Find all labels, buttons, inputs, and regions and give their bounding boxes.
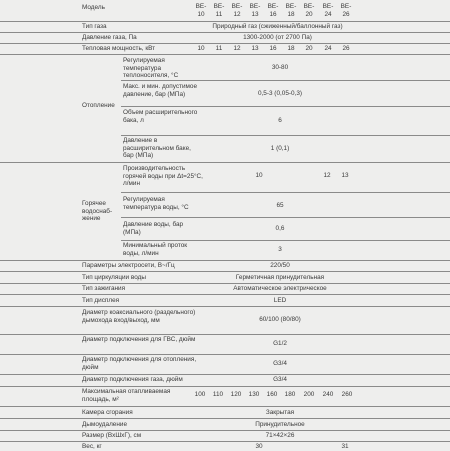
weight-value: 30 [255,443,263,450]
power-params-label: Параметры электросети, В~/Гц [82,262,175,269]
row-divider [121,106,450,107]
row-divider [0,283,450,284]
row-divider [0,43,450,44]
hot-water-perf-value: 10 [255,172,263,179]
row-divider [121,80,450,81]
weight-label: Вес, кг [82,443,102,450]
heat-power-value: 26 [342,45,350,52]
gas-type-label: Тип газа [82,23,107,30]
hot-water-perf-value: 12 [323,172,331,179]
row-divider [121,135,450,136]
model-header: BE- 26 [340,3,352,18]
model-header: BE- 16 [267,3,279,18]
chamber-label: Камера сгорания [82,409,133,416]
row-divider [0,418,450,419]
max-area-value: 180 [284,391,296,398]
heating-tank-label: Объем расширительного бака, л [123,109,198,124]
row-divider [121,240,450,241]
max-area-value: 260 [341,391,353,398]
model-header: BE- 24 [322,3,334,18]
row-divider [0,32,450,33]
circulation-value: Герметичная принудительная [235,274,325,281]
heat-power-value: 18 [287,45,295,52]
heat-power-value: 13 [251,45,259,52]
display-label: Тип дисплея [82,297,120,304]
heating-connection-value: G3/4 [273,360,287,367]
row-divider [0,406,450,407]
max-area-label: Максимальная отапливаемая площадь, м² [82,388,171,403]
row-divider [0,162,450,163]
chamber-value: Закрытая [265,409,295,416]
weight-value: 31 [341,443,349,450]
smoke-removal-label: Дымоудаление [82,421,127,428]
row-divider [0,260,450,261]
gas-type-value: Природный газ (сжиженный/баллонный газ) [212,23,343,30]
hot-water-flow-label: Минимальный проток воды, л/мин [123,242,188,257]
heating-group-label: Отопление [82,102,115,109]
row-divider [0,334,450,335]
heating-pressure-value: 0,5-3 (0,05-0,3) [257,90,303,97]
heating-pressure-label: Макс. и мин. допустимое давление, бар (МПа) [123,83,198,98]
model-header: BE- 10 [195,3,207,18]
smoke-removal-value: Принудительное [255,421,305,428]
max-area-value: 110 [212,391,224,398]
row-divider [0,54,450,55]
row-divider [0,430,450,431]
heating-tank-pressure-label: Давление в расширительном баке, бар (МПа) [123,137,191,160]
heat-power-value: 10 [197,45,205,52]
gas-pressure-label: Давление газа, Па [82,34,137,41]
max-area-value: 120 [230,391,242,398]
hot-water-pressure-label: Давление воды, бар (МПа) [123,221,184,236]
row-divider [0,441,450,442]
power-params-value: 220/50 [270,262,290,269]
flue-diameter-label: Диаметр коаксиального (раздельного) дымохода вход/выход, мм [82,309,196,324]
hot-water-temp-label: Регулируемая температура воды, °С [123,196,189,211]
display-value: LED [273,297,287,304]
gas-connection-label: Диаметр подключения газа, дюйм [82,376,183,383]
dhw-connection-value: G1/2 [273,340,287,347]
flue-diameter-value: 60/100 (80/80) [259,316,301,323]
hot-water-perf-value: 13 [341,172,349,179]
hot-water-temp-value: 65 [276,202,284,209]
heat-power-label: Тепловая мощность, кВт [82,45,156,52]
dhw-connection-label: Диаметр подключения для ГВС, дюйм [82,336,196,343]
row-divider [0,294,450,295]
max-area-value: 130 [248,391,260,398]
max-area-value: 240 [322,391,334,398]
heat-power-value: 11 [215,45,223,52]
hot-water-perf-label: Производительность горячей воды при Δt=25°С, л/мин [123,165,203,188]
gas-connection-value: G3/4 [273,376,287,383]
hot-water-pressure-value: 0,6 [275,225,285,232]
row-divider [121,217,450,218]
heating-temp-label: Регулируемая температура теплоносителя, °С [123,57,179,80]
row-divider [0,306,450,307]
model-header: BE- 12 [231,3,243,18]
row-divider [121,192,450,193]
hot-water-flow-value: 3 [278,246,282,253]
max-area-value: 160 [266,391,278,398]
size-label: Размер (ВxШxГ), см [82,432,142,439]
gas-pressure-value: 1300-2000 (от 2700 Па) [243,34,312,41]
row-divider [0,354,450,355]
model-header: BE- 18 [285,3,297,18]
max-area-value: 100 [194,391,206,398]
heating-temp-value: 30-80 [271,64,289,71]
heating-tank-value: 6 [278,117,282,124]
max-area-value: 200 [303,391,315,398]
heat-power-value: 16 [269,45,277,52]
model-header: BE- 13 [249,3,261,18]
ignition-label: Тип зажигания [82,285,126,292]
row-divider [0,271,450,272]
size-value: 71×42×26 [265,432,295,439]
circulation-label: Тип циркуляции воды [82,274,146,281]
row-divider [0,374,450,375]
hot-water-group-label: Горячее водоснаб-жение [82,200,113,223]
heat-power-value: 20 [305,45,313,52]
model-header: BE- 20 [303,3,315,18]
heat-power-value: 12 [233,45,241,52]
model-label: Модель [82,4,105,11]
row-divider [0,21,450,22]
row-divider [0,386,450,387]
heat-power-value: 24 [324,45,332,52]
heating-connection-label: Диаметр подключения для отопления, дюйм [82,356,197,371]
model-header: BE- 11 [213,3,225,18]
ignition-value: Автоматическое электрическое [233,285,327,292]
heating-tank-pressure-value: 1 (0,1) [270,145,290,152]
